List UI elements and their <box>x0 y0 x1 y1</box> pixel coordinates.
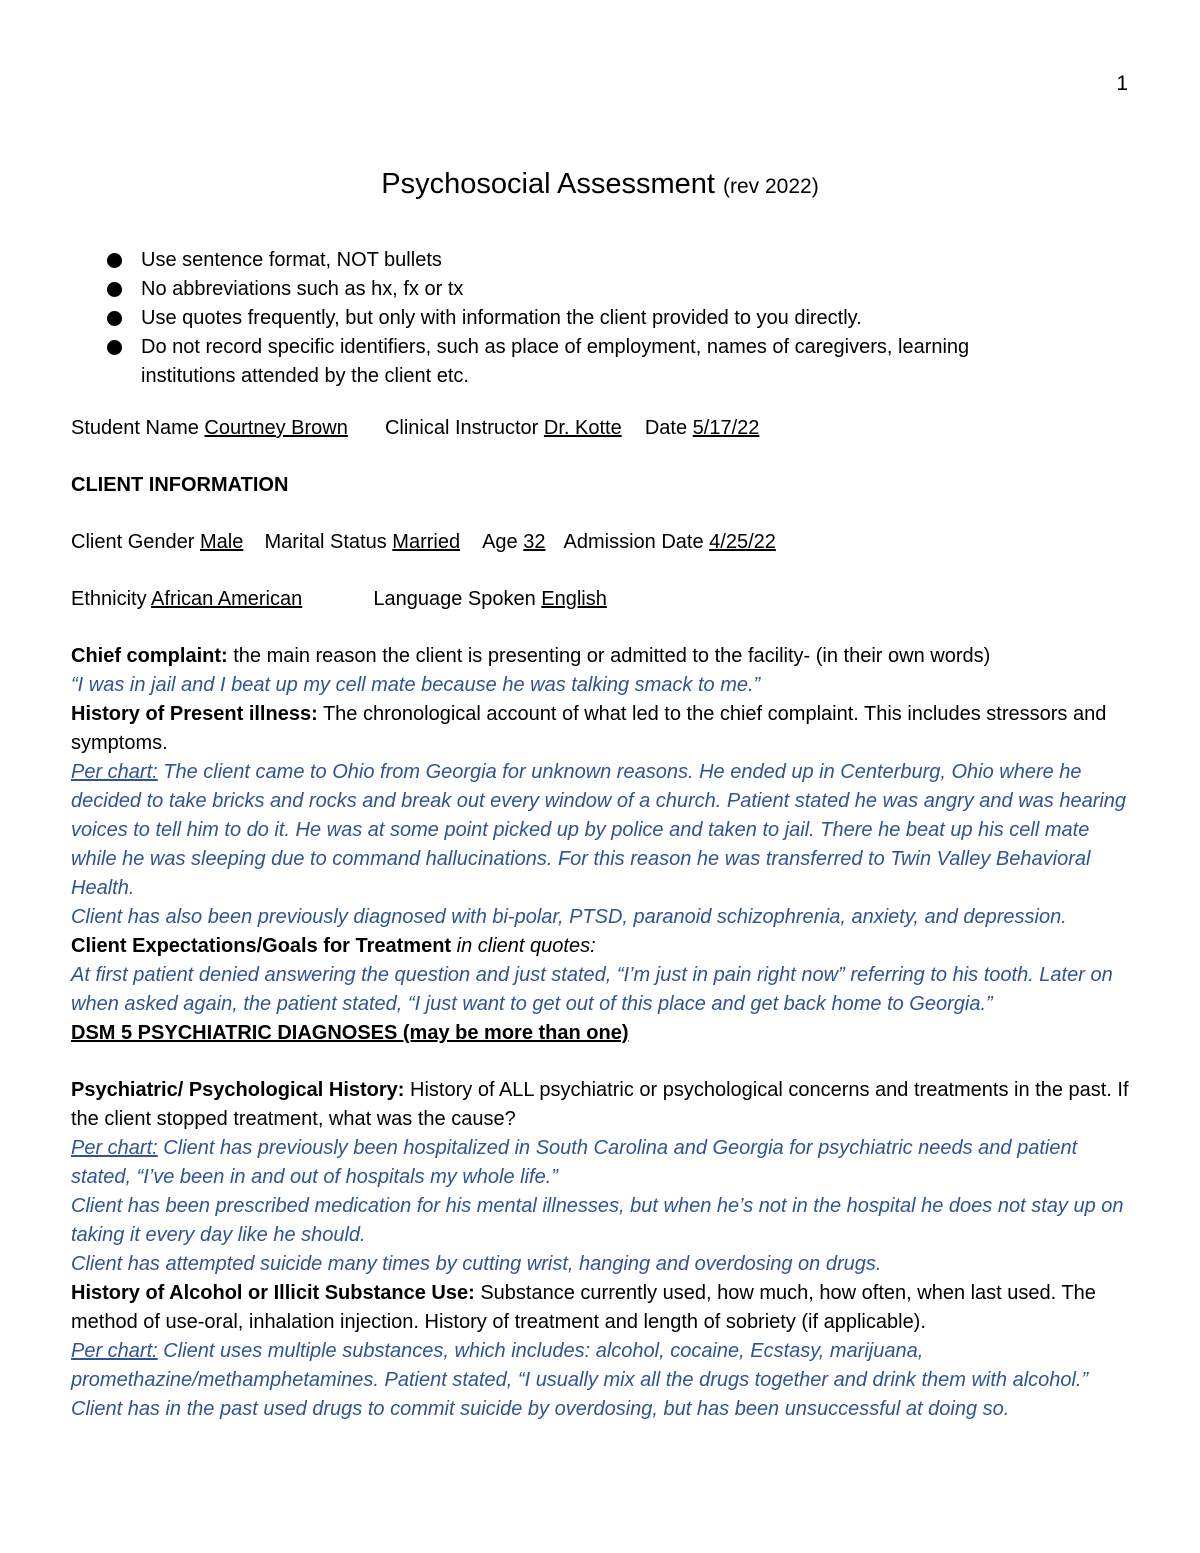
psych-history-prompt <box>71 1076 1131 1134</box>
title-rev: (rev 2022) <box>723 175 819 198</box>
student-name-label: Student Name <box>71 417 199 439</box>
marital-label: Marital Status <box>264 531 387 553</box>
age-value: 32 <box>523 531 546 553</box>
substance-answer <box>71 1337 1131 1395</box>
goals-prompt <box>71 932 1131 961</box>
admission-label: Admission Date <box>563 531 704 553</box>
chief-complaint-prompt <box>71 642 1131 671</box>
gender-value: Male <box>199 531 244 553</box>
bullet-icon <box>107 253 122 268</box>
language-value: English <box>541 588 607 610</box>
instruction-item: Use sentence format, NOT bullets <box>105 246 1065 275</box>
chief-complaint-answer: “I was in jail and I beat up my cell mate because he was talking smack to me.” <box>71 674 761 696</box>
page-number: 1 <box>1116 72 1128 95</box>
psych-history-suicide: Client has attempted suicide many times by cutting wrist, hanging and overdosing on drugs. <box>71 1253 882 1275</box>
language-label: Language Spoken <box>373 588 536 610</box>
per-chart-label: Per chart: <box>71 1137 158 1159</box>
assessment-body <box>71 414 1131 1424</box>
substance-prompt <box>71 1279 1131 1337</box>
psych-history-label: Psychiatric/ Psychological History: <box>71 1079 405 1101</box>
hpi-diagnoses: Client has also been previously diagnosed with bi-polar, PTSD, paranoid schizophrenia, anxiety, and depression. <box>71 906 1067 928</box>
title-main: Psychosocial Assessment <box>381 168 715 200</box>
chief-complaint-label: Chief complaint: <box>71 645 228 667</box>
age-label: Age <box>482 531 518 553</box>
instruction-item: Do not record specific identifiers, such as place of employment, names of caregivers, learning institutions attended by the client etc. <box>105 333 1065 391</box>
goals-answer: At first patient denied answering the question and just stated, “I’m just in pain right now” referring to his tooth. Later on when asked again, the patient stated, “I just want to get out of this place and get back home to Georgia.” <box>71 964 1113 1015</box>
chief-complaint-desc: the main reason the client is presenting or admitted to the facility- (in their own words) <box>233 645 991 667</box>
instructions-list <box>105 246 1065 391</box>
bullet-icon <box>107 282 122 297</box>
page-title <box>0 168 1200 201</box>
date-label: Date <box>644 417 688 439</box>
ethnicity-label: Ethnicity <box>71 588 147 610</box>
per-chart-label: Per chart: <box>71 1340 158 1362</box>
substance-answer-text: Client uses multiple substances, which includes: alcohol, cocaine, Ecstasy, marijuana, promethazine/methamphetamines. Patient stated, “I usually mix all the drugs together and drink them with alcohol.” <box>71 1340 1089 1391</box>
bullet-icon <box>107 311 122 326</box>
student-name-value: Courtney Brown <box>204 417 348 439</box>
psych-history-answer-text: Client has previously been hospitalized in South Carolina and Georgia for psychiatric needs and patient stated, “I’ve been in and out of hospitals my whole life.” <box>71 1137 1078 1188</box>
substance-overdose: Client has in the past used drugs to commit suicide by overdosing, but has been unsuccessful at doing so. <box>71 1398 1010 1420</box>
gender-label: Client Gender <box>71 531 195 553</box>
student-row <box>71 414 1131 443</box>
goals-label: Client Expectations/Goals for Treatment <box>71 935 452 957</box>
client-info-heading: CLIENT INFORMATION <box>71 474 289 496</box>
hpi-label: History of Present illness: <box>71 703 318 725</box>
per-chart-label: Per chart: <box>71 761 158 783</box>
instructor-label: Clinical Instructor <box>384 417 539 439</box>
psych-history-answer <box>71 1134 1131 1192</box>
hpi-desc: The chronological account of what led to the chief complaint. This includes stressors and symptoms. <box>71 703 1107 754</box>
psych-history-desc: History of ALL psychiatric or psychological concerns and treatments in the past. If the client stopped treatment, what was the cause? <box>71 1079 1129 1130</box>
admission-value: 4/25/22 <box>709 531 776 553</box>
hpi-answer <box>71 758 1131 903</box>
marital-value: Married <box>392 531 461 553</box>
client-ethnicity-row <box>71 585 1131 614</box>
client-demographics-row <box>71 528 1131 557</box>
substance-desc: Substance currently used, how much, how often, when last used. The method of use-oral, inhalation injection. History of treatment and length of sobriety (if applicable). <box>71 1282 1096 1333</box>
goals-desc: in client quotes: <box>456 935 596 957</box>
ethnicity-value: African American <box>151 588 303 610</box>
instructor-value: Dr. Kotte <box>543 417 622 439</box>
dsm-heading: DSM 5 PSYCHIATRIC DIAGNOSES (may be more than one) <box>71 1022 629 1044</box>
instruction-item: Use quotes frequently, but only with information the client provided to you directly. <box>105 304 1065 333</box>
instruction-item: No abbreviations such as hx, fx or tx <box>105 275 1065 304</box>
psych-history-medication: Client has been prescribed medication for his mental illnesses, but when he’s not in the hospital he does not stay up on taking it every day like he should. <box>71 1195 1124 1246</box>
date-value: 5/17/22 <box>692 417 760 439</box>
hpi-prompt <box>71 700 1131 758</box>
bullet-icon <box>107 340 122 355</box>
hpi-answer-text: The client came to Ohio from Georgia for unknown reasons. He ended up in Centerburg, Ohio where he decided to take bricks and rocks and break out every window of a church. Patient stated he was angry and was hearing voices to tell him to do it. He was at some point picked up by police and taken to jail. There he beat up his cell mate while he was sleeping due to command hallucinations. For this reason he was transferred to Twin Valley Behavioral Health. <box>71 761 1127 899</box>
substance-label: History of Alcohol or Illicit Substance Use: <box>71 1282 475 1304</box>
